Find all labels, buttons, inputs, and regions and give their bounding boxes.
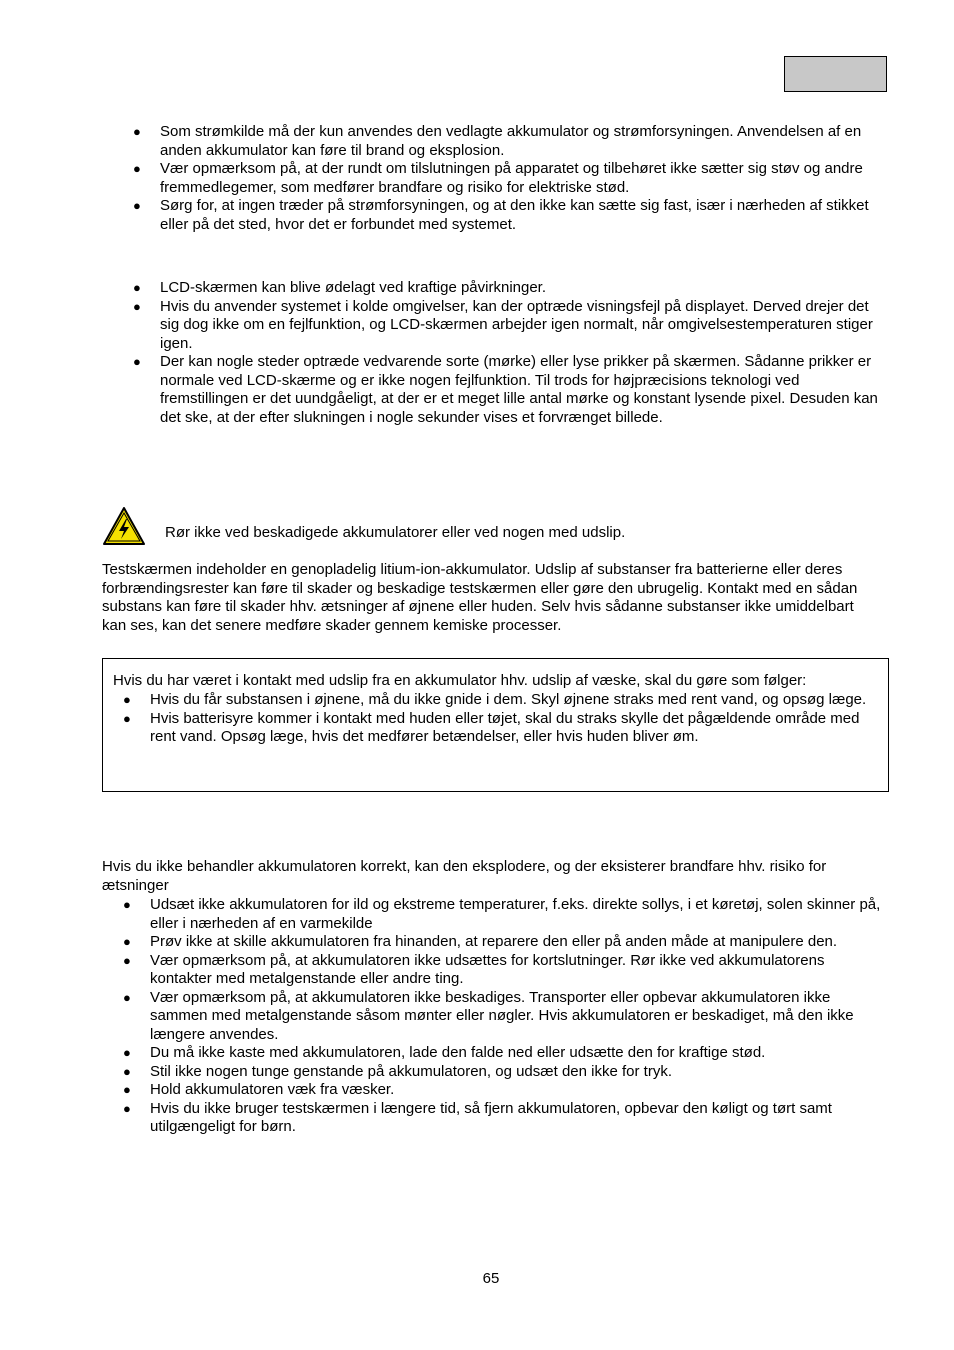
- bullet-icon: ●: [123, 1100, 131, 1116]
- list-item: [123, 691, 885, 710]
- handling-list: [123, 896, 885, 1137]
- bullet-icon: ●: [123, 952, 131, 968]
- first-aid-intro: Hvis du har været i kontakt med udslip fra en akkumulator hhv. udslip af væske, skal du gøre som følger:: [113, 672, 807, 689]
- list-item-text: Prøv ikke at skille akkumulatoren fra hinanden, at reparere den eller på anden måde at manipulere den.: [150, 933, 838, 950]
- list-item-text: Stil ikke nogen tunge genstande på akkumulatoren, og udsæt den ikke for tryk.: [150, 1062, 672, 1080]
- battery-paragraph: Testskærmen indeholder en genopladelig litium-ion-akkumulator. Udslip af substanser fra batterierne eller deres forbrændingsrester kan føre til skader og beskadige testskærmen eller gøre den ubrugelig. Kontakt med en sådan substans kan føre til skader hhv. ætsninger af øjnene eller huden. Selv hvis sådanne substanser ikke umiddelbart kan ses, kan det senere medføre skader gennem kemiske processer.: [102, 561, 858, 634]
- list-item: [123, 933, 885, 952]
- bullet-icon: ●: [123, 692, 131, 707]
- list-item-text: Du må ikke kaste med akkumulatoren, lade den falde ned eller udsætte den for kraftige stød.: [150, 1044, 766, 1061]
- list-item: [133, 160, 880, 197]
- warning-text: Rør ikke ved beskadigede akkumulatorer eller ved nogen med udslip.: [165, 524, 626, 541]
- list-item: [123, 896, 885, 933]
- bullet-icon: ●: [133, 280, 141, 295]
- list-item: [133, 297, 880, 354]
- list-item: [123, 951, 885, 989]
- bullet-icon: ●: [123, 1082, 131, 1097]
- list-item-text: LCD-skærmen kan blive ødelagt ved kraftige påvirkninger.: [160, 279, 547, 296]
- bullet-icon: ●: [123, 710, 131, 726]
- bullet-icon: ●: [133, 298, 141, 314]
- list-item: [123, 1099, 885, 1137]
- list-item-text: Udsæt ikke akkumulatoren for ild og ekstreme temperaturer, f.eks. direkte sollys, i et køretøj, solen skinner på, eller i nærheden af en varmekilde: [150, 896, 881, 932]
- list-item-text: Vær opmærksom på, at akkumulatoren ikke beskadiges. Transporter eller opbevar akkumulatoren ikke sammen med metalgenstande såsom mønter eller nøgler. Hvis akkumulatoren er beskadiget, må den ikke længere anvendes.: [150, 988, 854, 1043]
- list-item: [133, 123, 880, 160]
- bullet-icon: ●: [133, 198, 141, 213]
- electric-hazard-icon: [102, 506, 146, 546]
- bullet-icon: ●: [123, 989, 131, 1005]
- language-tab-box: [784, 56, 887, 92]
- first-aid-list: [123, 691, 885, 747]
- page-number: 65: [482, 1270, 500, 1287]
- list-item-text: Vær opmærksom på, at der rundt om tilslutningen på apparatet og tilbehøret ikke sætter sig støv og andre fremmedlegemer, som medfører brandfare og risiko for elektriske stød.: [160, 160, 863, 196]
- list-item-text: Hvis batterisyre kommer i kontakt med huden eller tøjet, skal du straks skylle det pågældende område med rent vand. Opsøg læge, hvis det medfører betændelser, eller hvis huden bliver øm.: [150, 709, 860, 745]
- list-item: [123, 988, 885, 1045]
- list-item: [123, 709, 885, 747]
- handling-intro: Hvis du ikke behandler akkumulatoren korrekt, kan den eksplodere, og der eksisterer brandfare hhv. risiko for ætsninger: [102, 858, 827, 894]
- list-item: [123, 1044, 885, 1063]
- list-item: [133, 279, 880, 298]
- list-item: [123, 1062, 885, 1082]
- list-item-text: Hvis du får substansen i øjnene, må du ikke gnide i dem. Skyl øjnene straks med rent vand, og opsøg læge.: [150, 691, 867, 708]
- lcd-notes-list: [133, 279, 880, 427]
- bullet-icon: ●: [133, 124, 141, 139]
- list-item-text: Hvis du anvender systemet i kolde omgivelser, kan der optræde visningsfejl på displayet. Derved drejer det sig dog ikke om en fejlfunktion, og LCD-skærmen arbejder igen normalt, når omgivelsestemperaturen stiger igen.: [160, 297, 873, 352]
- list-item-text: Der kan nogle steder optræde vedvarende sorte (mørke) eller lyse prikker på skærmen. Sådanne prikker er normale ved LCD-skærme og er ikke nogen fejlfunktion. Til trods for højpræcisions teknologi ved fremstillingen er det uundgåeligt, at der er et meget lille antal mørke og konstant lysende pixel. Desuden kan det ske, at der efter slukningen i nogle sekunder vises et forvrænget billede.: [160, 353, 878, 426]
- bullet-icon: ●: [133, 354, 141, 369]
- list-item-text: Vær opmærksom på, at akkumulatoren ikke udsættes for kortslutninger. Rør ikke ved akkumulatorens kontakter med metalgenstande eller andre ting.: [150, 951, 825, 987]
- list-item-text: Sørg for, at ingen træder på strømforsyningen, og at den ikke kan sætte sig fast, især i nærheden af stikket eller på det sted, hvor det er forbundet med systemet.: [160, 197, 869, 233]
- list-item-text: Hold akkumulatoren væk fra væsker.: [150, 1081, 395, 1098]
- list-item-text: Som strømkilde må der kun anvendes den vedlagte akkumulator og strømforsyningen. Anvendelsen af en anden akkumulator kan føre til brand og eksplosion.: [160, 123, 862, 159]
- list-item: [123, 1081, 885, 1100]
- list-item: [133, 197, 880, 234]
- bullet-icon: ●: [133, 161, 141, 176]
- power-safety-list: [133, 123, 880, 234]
- bullet-icon: ●: [123, 1063, 131, 1079]
- warning-row: [102, 506, 882, 546]
- list-item: [133, 353, 880, 427]
- list-item-text: Hvis du ikke bruger testskærmen i længere tid, så fjern akkumulatoren, opbevar den køligt og tørt samt utilgængeligt for børn.: [150, 1099, 832, 1135]
- bullet-icon: ●: [123, 1045, 131, 1060]
- bullet-icon: ●: [123, 934, 131, 949]
- bullet-icon: ●: [123, 897, 131, 912]
